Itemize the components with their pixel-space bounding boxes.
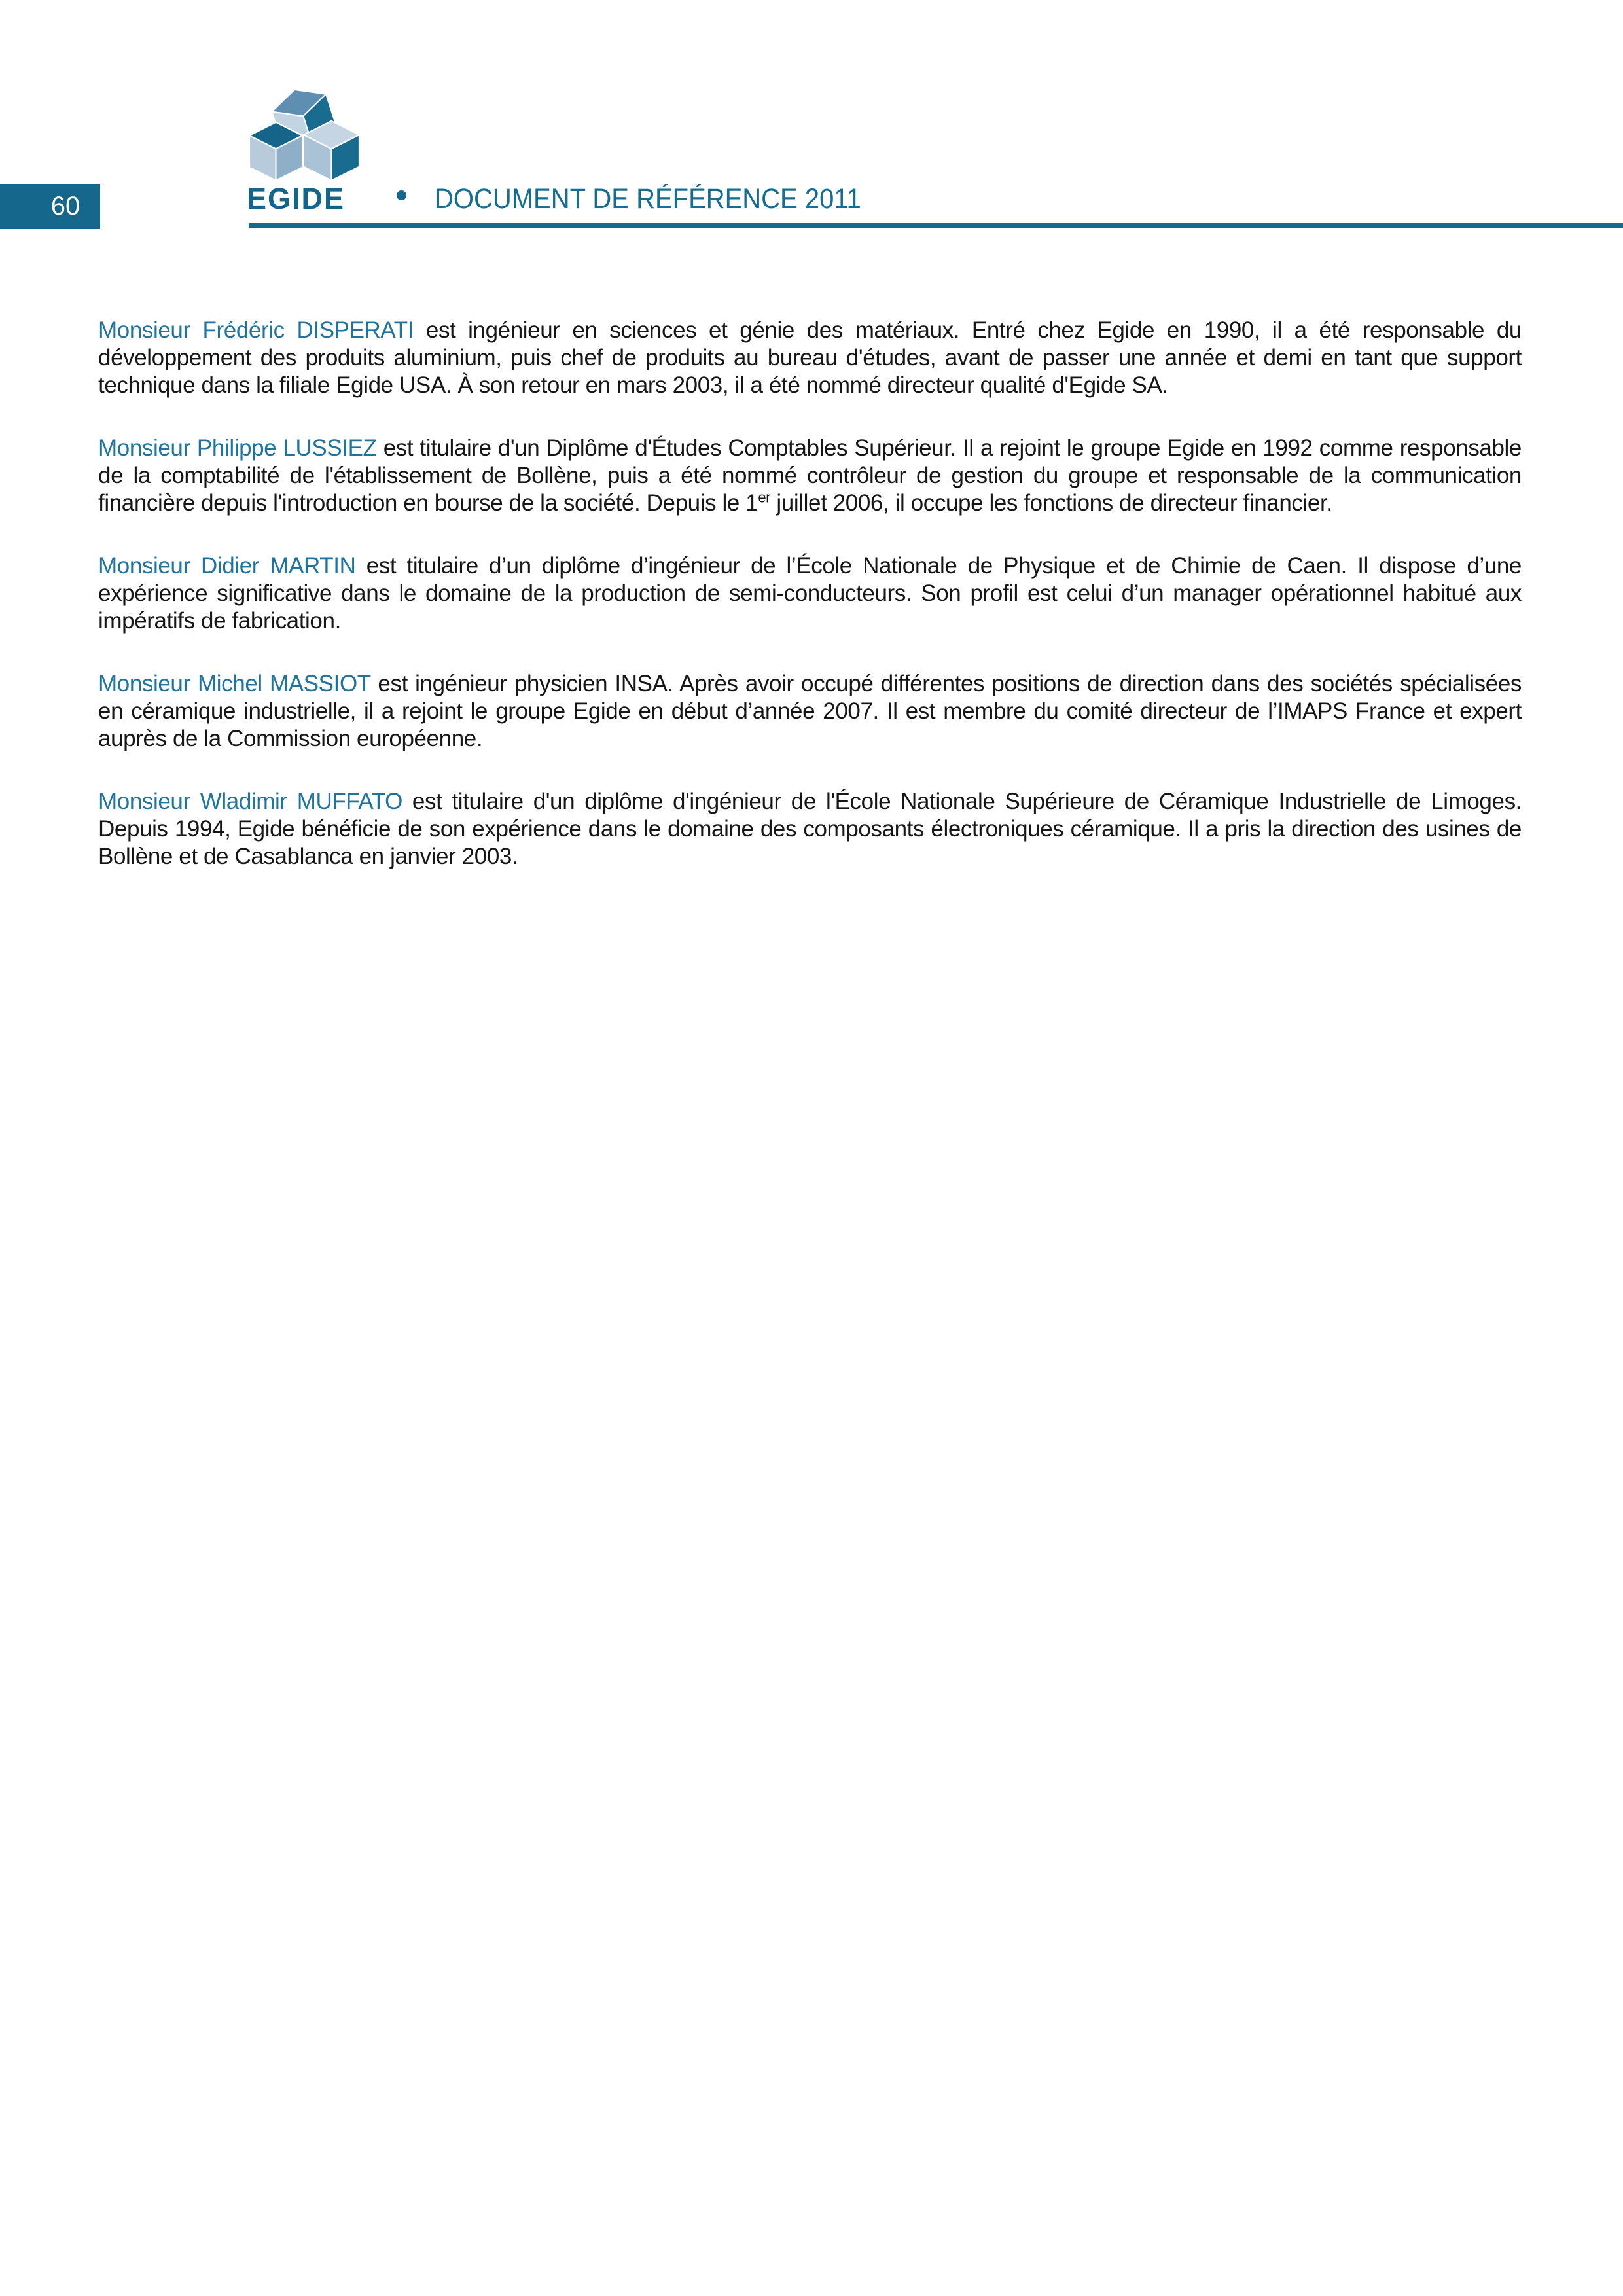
bio-text: est titulaire d’un diplôme d’ingénieur de l’École Nationale de Physique et de Chimie de Caen. Il dispose d’une expérience significative dans le domaine de la production de semi-conducteurs. Son profil est celui d’un manager opérationnel habitué aux impératifs de fabrication. (98, 553, 1522, 634)
person-name: Monsieur Michel MASSIOT (98, 671, 371, 696)
bio-text: est ingénieur en sciences et génie des matériaux. Entré chez Egide en 1990, il a été responsable du développement des produits aluminium, puis chef de produits au bureau d'études, avant de passer une année et demi en tant que support technique dans la filiale Egide USA. À son retour en mars 2003, il a été nommé directeur qualité d'Egide SA. (98, 317, 1522, 398)
bio-paragraph-martin (98, 552, 1522, 635)
page-number: 60 (50, 192, 80, 221)
bio-text: est ingénieur physicien INSA. Après avoir occupé différentes positions de direction dans des sociétés spécialisées en céramique industrielle, il a rejoint le groupe Egide en début d’année 2007. Il est membre du comité directeur de l’IMAPS France et expert auprès de la Commission européenne. (98, 671, 1522, 751)
bio-paragraph-massiot (98, 670, 1522, 753)
egide-cubes-icon (243, 84, 366, 182)
person-name: Monsieur Frédéric DISPERATI (98, 317, 414, 343)
person-name: Monsieur Didier MARTIN (98, 553, 356, 579)
bio-text: est titulaire d'un Diplôme d'Études Comptables Supérieur. Il a rejoint le groupe Egide en 1992 comme responsable de la comptabilité de l'établissement de Bollène, puis a été nommé contrôleur de gestion du groupe et responsable de la communication financière depuis l'introduction en bourse de la société. Depuis le 1 (98, 435, 1522, 516)
bio-text-after-sup: juillet 2006, il occupe les fonctions de directeur financier. (770, 490, 1332, 516)
superscript: er (758, 489, 771, 506)
header-rule (249, 223, 1623, 228)
page-number-badge (0, 184, 100, 229)
bio-paragraph-muffato (98, 788, 1522, 870)
person-name: Monsieur Philippe LUSSIEZ (98, 435, 377, 461)
bio-paragraph-lussiez (98, 435, 1522, 517)
header-bullet-icon (397, 190, 406, 200)
document-title: DOCUMENT DE RÉFÉRENCE 2011 (435, 183, 861, 215)
bio-paragraph-disperati (98, 317, 1522, 399)
person-name: Monsieur Wladimir MUFFATO (98, 789, 402, 814)
bio-text: est titulaire d'un diplôme d'ingénieur de l'École Nationale Supérieure de Céramique Industrielle de Limoges. Depuis 1994, Egide bénéficie de son expérience dans le domaine des composants électroniques céramique. Il a pris la direction des usines de Bollène et de Casablanca en janvier 2003. (98, 789, 1522, 869)
brand-wordmark: EGIDE (247, 182, 346, 215)
bio-section (98, 317, 1522, 906)
